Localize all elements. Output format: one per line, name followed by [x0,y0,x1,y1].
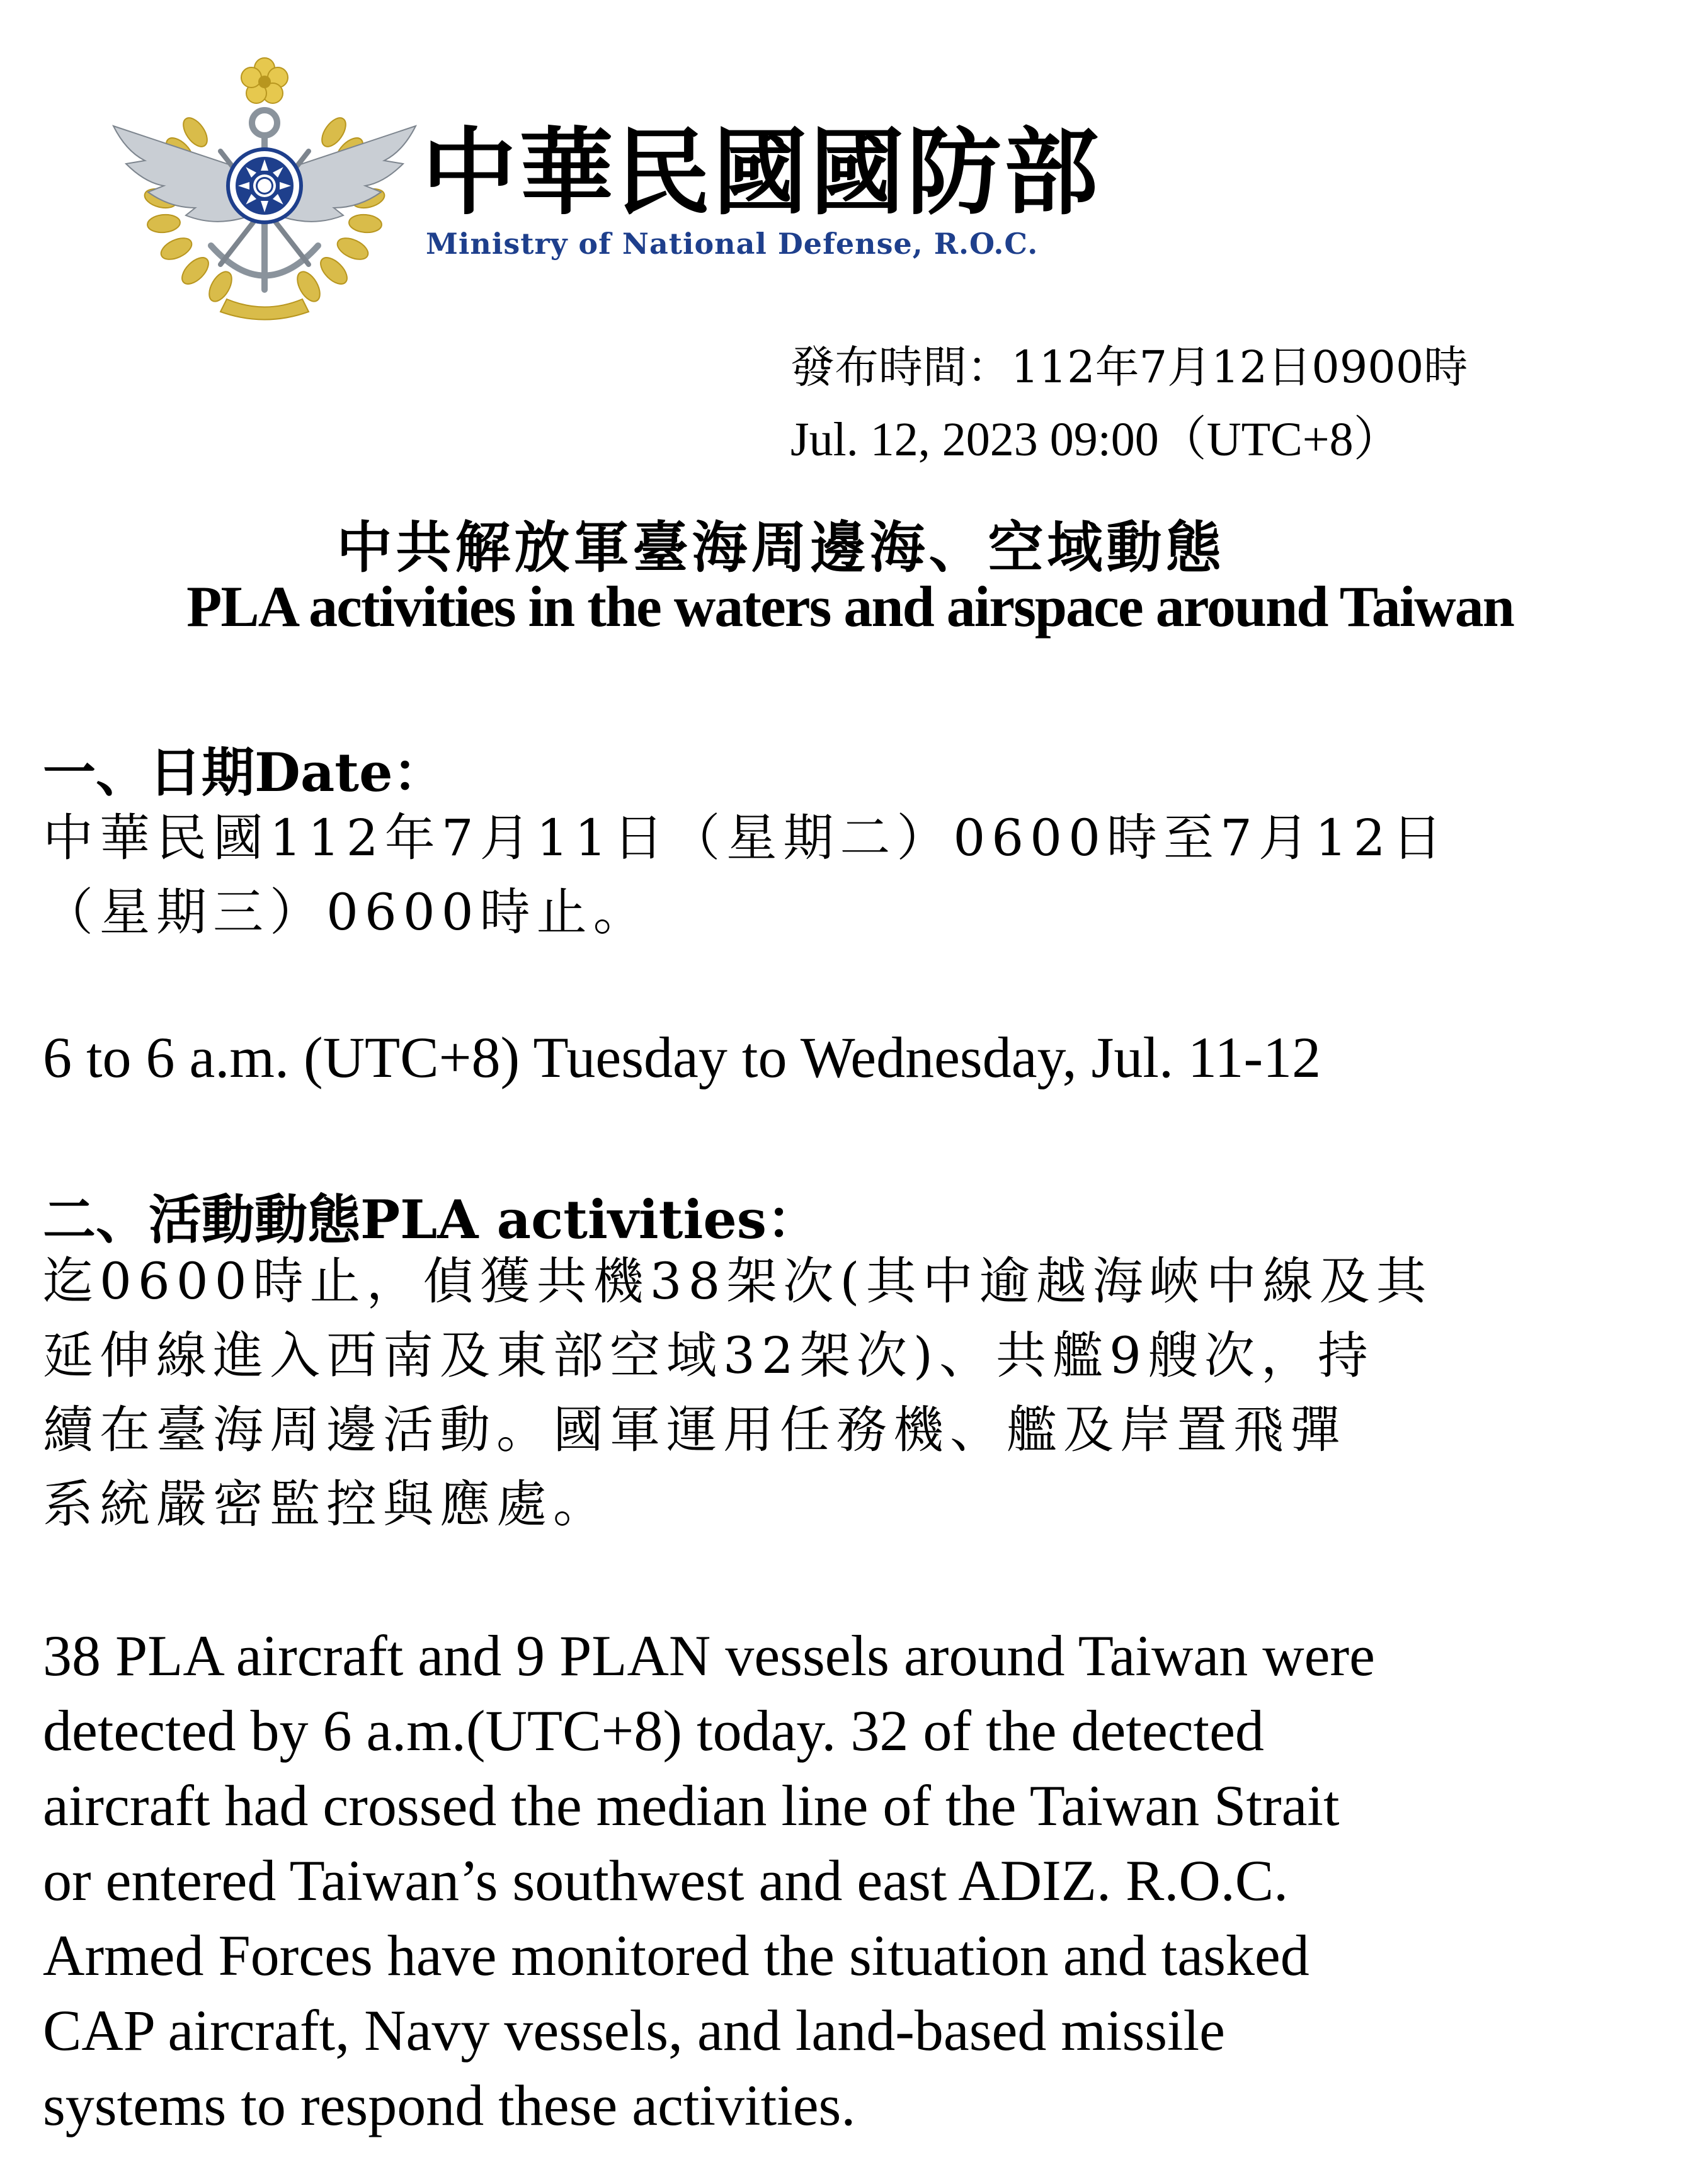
activities-en-line: or entered Taiwan’s southwest and east ADIZ. R.O.C. [43,1848,1289,1913]
org-name-zh: 中華民國國防部 [422,118,1102,228]
activities-zh-line: 迄0600時止，偵獲共機38架次(其中逾越海峽中線及其 [43,1252,1433,1311]
activities-en-line: aircraft had crossed the median line of the Taiwan Strait [43,1773,1340,1838]
activities-paragraph-zh [43,1244,1668,1542]
mnd-emblem-icon [101,57,428,327]
activities-en-line: Armed Forces have monitored the situation and tasked [43,1923,1309,1988]
date-zh-line: 中華民國112年7月11日（星期二）0600時至7月12日 [43,809,1449,867]
release-time-en: Jul. 12, 2023 09:00（UTC+8） [790,413,1401,466]
date-zh-line: （星期三）0600時止。 [43,883,650,941]
activities-zh-line: 續在臺海周邊活動。國軍運用任務機、艦及岸置飛彈 [43,1401,1347,1459]
activities-zh-line: 系統嚴密監控與應處。 [43,1475,610,1533]
section-heading-activities: 二、活動動態PLA activities： [43,1188,820,1251]
activities-zh-line: 延伸線進入西南及東部空域32架次)、共艦9艘次，持 [43,1326,1374,1385]
date-paragraph-zh [43,801,1668,950]
date-paragraph-en: 6 to 6 a.m. (UTC+8) Tuesday to Wednesday, Jul. 11-12 [43,1025,1321,1089]
section-heading-date: 一、日期Date： [43,741,446,804]
document-title-en: PLA activities in the waters and airspace around Taiwan [186,574,1514,639]
release-time-zh: 發布時間：112年7月12日0900時 [790,341,1468,393]
activities-en-line: 38 PLA aircraft and 9 PLAN vessels around Taiwan were [43,1624,1375,1688]
activities-en-line: detected by 6 a.m.(UTC+8) today. 32 of the detected [43,1698,1264,1763]
activities-paragraph-en [43,1618,1680,2143]
org-name-en: Ministry of National Defense, R.O.C. [426,227,1039,261]
activities-en-line: systems to respond these activities. [43,2073,856,2137]
document-title-zh: 中共解放軍臺海周邊海、空域動態 [336,515,1225,580]
activities-en-line: CAP aircraft, Navy vessels, and land-based missile [43,1998,1226,2062]
